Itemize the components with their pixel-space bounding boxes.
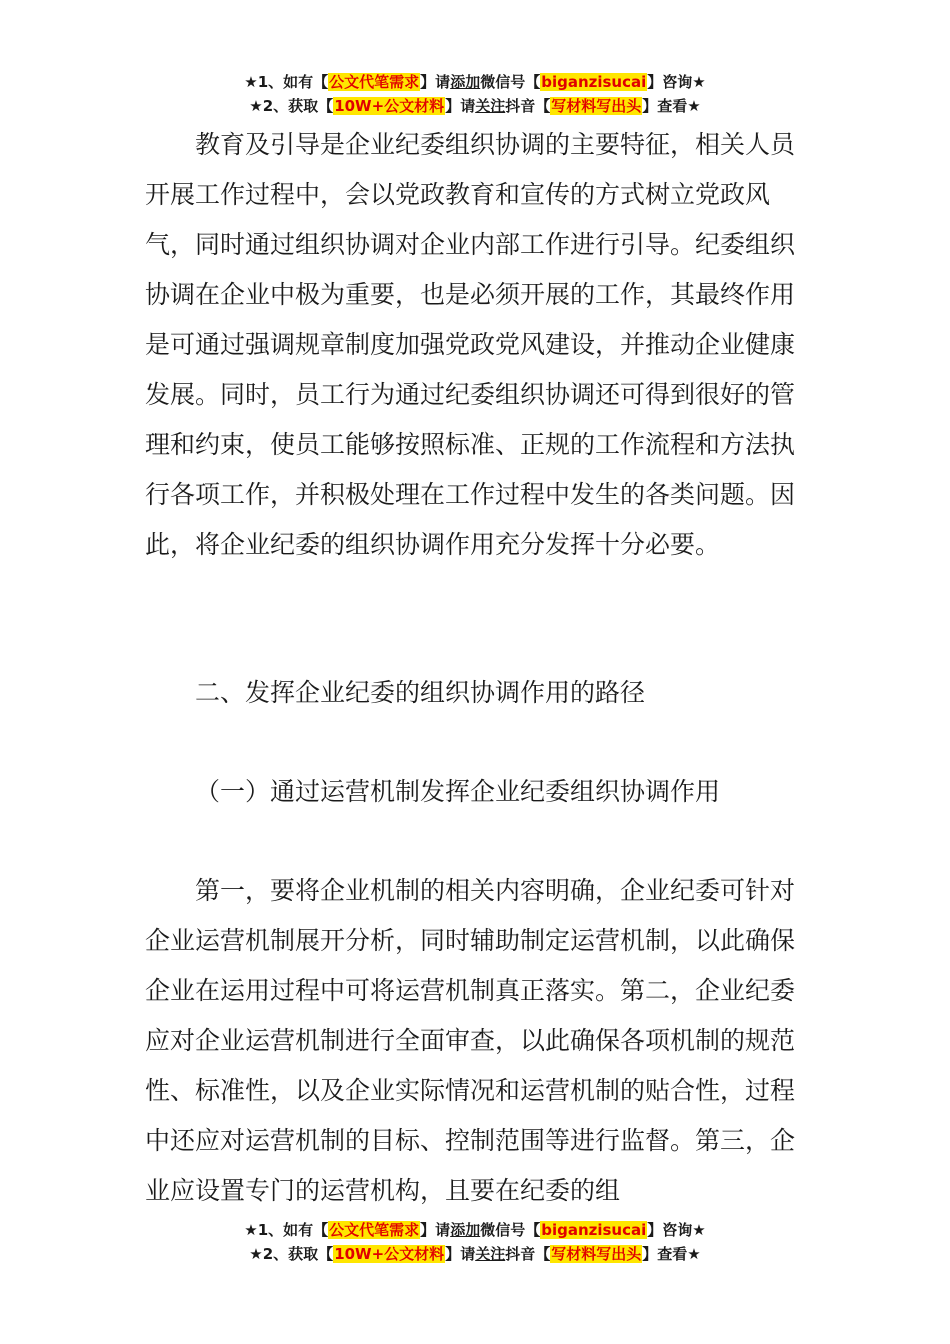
ad-underline: 关注 — [475, 1245, 506, 1263]
ad-wechat-id: biganzisucai — [541, 73, 647, 91]
footer-ad-line-2 — [0, 1242, 950, 1266]
ad-wechat-id: biganzisucai — [541, 1221, 647, 1239]
ad-text: 】请 — [420, 1221, 451, 1239]
ad-highlight: 10W+公文材料 — [334, 97, 445, 115]
section-heading-text: 二、发挥企业纪委的组织协调作用的路径 — [195, 678, 646, 707]
header-ad — [0, 70, 950, 118]
ad-douyin-id: 写材料写出头 — [551, 1245, 642, 1263]
ad-douyin-id: 写材料写出头 — [551, 97, 642, 115]
header-ad-line-1 — [0, 70, 950, 94]
footer-ad-line-1 — [0, 1218, 950, 1242]
ad-underline: 添加 — [450, 1221, 481, 1239]
header-ad-line-2 — [0, 94, 950, 118]
ad-highlight: 10W+公文材料 — [334, 1245, 445, 1263]
ad-text: ★2、获取【 — [249, 1245, 334, 1263]
ad-underline: 关注 — [475, 97, 506, 115]
paragraph-2 — [145, 866, 807, 1216]
ad-text: ★2、获取【 — [249, 97, 334, 115]
footer-ad — [0, 1218, 950, 1266]
ad-text: 】咨询★ — [647, 1221, 706, 1239]
ad-text: 】请 — [420, 73, 451, 91]
section-heading — [145, 668, 807, 718]
ad-highlight: 公文代笔需求 — [329, 73, 420, 91]
ad-text: 抖音【 — [505, 97, 551, 115]
ad-underline: 添加 — [450, 73, 481, 91]
paragraph-1 — [145, 120, 807, 570]
ad-text: 】查看★ — [642, 97, 701, 115]
ad-highlight: 公文代笔需求 — [329, 1221, 420, 1239]
paragraph-1-text: 教育及引导是企业纪委组织协调的主要特征，相关人员开展工作过程中，会以党政教育和宣传的方式树立党政风气，同时通过组织协调对企业内部工作进行引导。纪委组织协调在企业中极为重要，也是必须开展的工作，其最终作用是可通过强调规章制度加强党政党风建设，并推动企业健康发展。同时，员工行为通过纪委组织协调还可得到很好的管理和约束，使员工能够按照标准、正规的工作流程和方法执行各项工作，并积极处理在工作过程中发生的各类问题。因此，将企业纪委的组织协调作用充分发挥十分必要。 — [145, 130, 796, 559]
ad-text: ★1、如有【 — [244, 73, 329, 91]
ad-text: 微信号【 — [480, 1221, 541, 1239]
ad-text: 】请 — [445, 1245, 476, 1263]
subsection-heading — [145, 767, 807, 817]
ad-text: 】请 — [445, 97, 476, 115]
paragraph-2-text: 第一，要将企业机制的相关内容明确，企业纪委可针对企业运营机制展开分析，同时辅助制定运营机制，以此确保企业在运用过程中可将运营机制真正落实。第二，企业纪委应对企业运营机制进行全面审查，以此确保各项机制的规范性、标准性，以及企业实际情况和运营机制的贴合性，过程中还应对运营机制的目标、控制范围等进行监督。第三，企业应设置专门的运营机构，且要在纪委的组 — [145, 876, 796, 1205]
subsection-heading-text: （一）通过运营机制发挥企业纪委组织协调作用 — [195, 777, 721, 806]
ad-text: ★1、如有【 — [244, 1221, 329, 1239]
ad-text: 】咨询★ — [647, 73, 706, 91]
ad-text: 微信号【 — [480, 73, 541, 91]
ad-text: 】查看★ — [642, 1245, 701, 1263]
ad-text: 抖音【 — [505, 1245, 551, 1263]
